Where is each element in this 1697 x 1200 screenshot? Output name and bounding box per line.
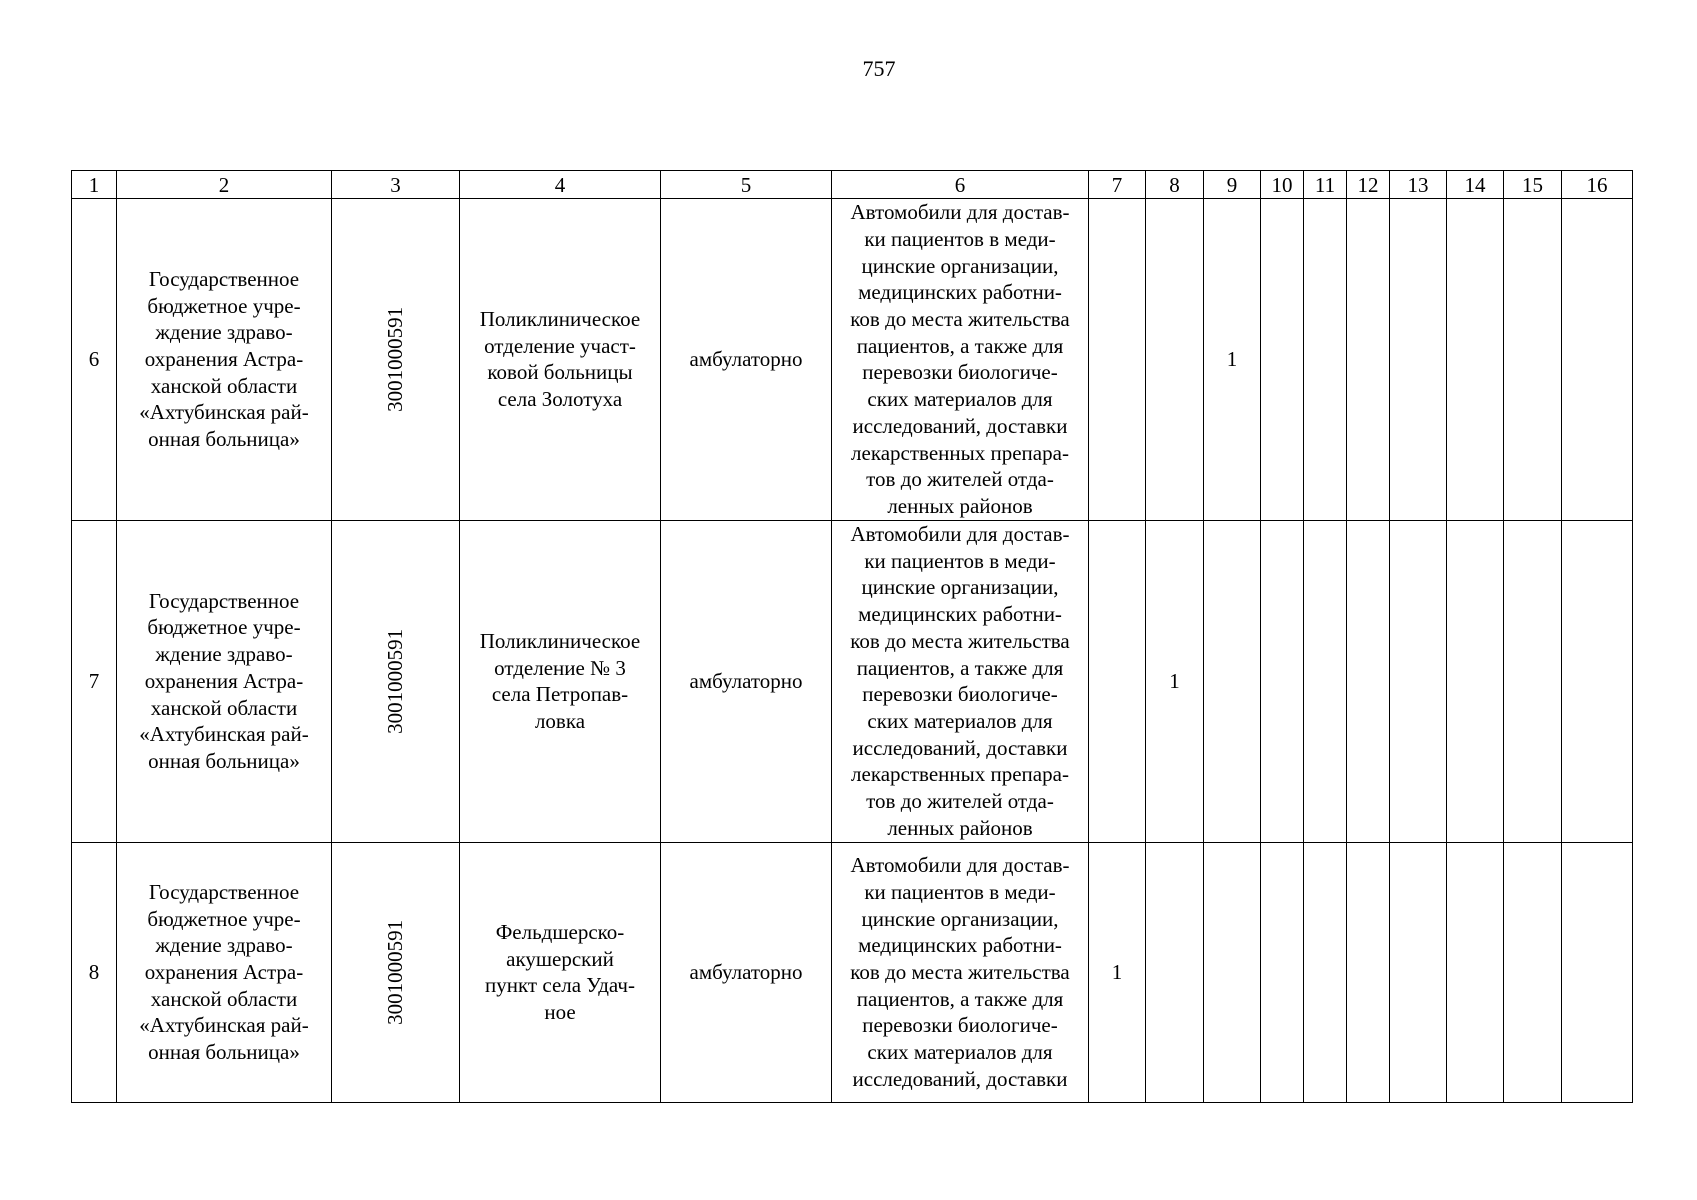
- table-row: [72, 520, 1633, 842]
- col-header: 1: [72, 171, 117, 199]
- vehicle-purpose: Автомобили для достав- ки пациентов в меди- цинские организации, медицинских работни- ков до места жительства пациентов, а также для перевозки биологиче- ских материалов для исследований, доставки лекарственных препара- тов до жителей отда- ленных районов: [832, 199, 1089, 521]
- empty-cell: [1304, 842, 1347, 1102]
- code-cell: [332, 520, 460, 842]
- empty-cell: [1261, 842, 1304, 1102]
- col-header: 5: [661, 171, 832, 199]
- table-row: [72, 199, 1633, 521]
- col-header: 8: [1146, 171, 1204, 199]
- col-header: 15: [1504, 171, 1562, 199]
- care-condition: амбулаторно: [661, 199, 832, 521]
- col-header: 10: [1261, 171, 1304, 199]
- header-row: [72, 171, 1633, 199]
- empty-cell: [1347, 199, 1390, 521]
- value-cell: [1204, 842, 1261, 1102]
- vehicle-purpose: Автомобили для достав- ки пациентов в меди- цинские организации, медицинских работни- ков до места жительства пациентов, а также для перевозки биологиче- ских материалов для исследований, доставки лекарственных препара- тов до жителей отда- ленных районов: [832, 520, 1089, 842]
- page-number: 757: [862, 56, 896, 81]
- empty-cell: [1504, 842, 1562, 1102]
- empty-cell: [1304, 199, 1347, 521]
- code-cell: [332, 199, 460, 521]
- organization-name: Государственное бюджетное учре- ждение здраво- охранения Астра- ханской области «Ахтубинская рай- онная больница»: [117, 199, 332, 521]
- col-header: 9: [1204, 171, 1261, 199]
- col-header: 16: [1562, 171, 1633, 199]
- empty-cell: [1390, 842, 1447, 1102]
- empty-cell: [1347, 842, 1390, 1102]
- unit-name: Поликлиническое отделение № 3 села Петропав- ловка: [460, 520, 661, 842]
- care-condition: амбулаторно: [661, 520, 832, 842]
- value-cell: 1: [1204, 199, 1261, 521]
- row-number: 7: [72, 520, 117, 842]
- value-cell: 1: [1146, 520, 1204, 842]
- col-header: 3: [332, 171, 460, 199]
- empty-cell: [1347, 520, 1390, 842]
- empty-cell: [1261, 199, 1304, 521]
- value-cell: 1: [1089, 842, 1146, 1102]
- row-number: 8: [72, 842, 117, 1102]
- empty-cell: [1261, 520, 1304, 842]
- row-number: 6: [72, 199, 117, 521]
- value-cell: [1089, 520, 1146, 842]
- organization-name: Государственное бюджетное учре- ждение здраво- охранения Астра- ханской области «Ахтубинская рай- онная больница»: [117, 520, 332, 842]
- empty-cell: [1504, 520, 1562, 842]
- empty-cell: [1504, 199, 1562, 521]
- organization-name: Государственное бюджетное учре- ждение здраво- охранения Астра- ханской области «Ахтубинская рай- онная больница»: [117, 842, 332, 1102]
- value-cell: [1146, 199, 1204, 521]
- care-condition: амбулаторно: [661, 842, 832, 1102]
- empty-cell: [1447, 199, 1504, 521]
- col-header: 14: [1447, 171, 1504, 199]
- code-cell: [332, 842, 460, 1102]
- table-row: [72, 842, 1633, 1102]
- vehicle-purpose: Автомобили для достав- ки пациентов в меди- цинские организации, медицинских работни- ков до места жительства пациентов, а также для перевозки биологиче- ских материалов для исследований, доставки: [832, 842, 1089, 1102]
- organization-code: 3001000591: [383, 628, 408, 734]
- value-cell: [1204, 520, 1261, 842]
- col-header: 13: [1390, 171, 1447, 199]
- col-header: 11: [1304, 171, 1347, 199]
- value-cell: [1089, 199, 1146, 521]
- empty-cell: [1304, 520, 1347, 842]
- empty-cell: [1562, 842, 1633, 1102]
- organization-code: 3001000591: [383, 306, 408, 412]
- transport-table: [71, 170, 1633, 1103]
- empty-cell: [1390, 520, 1447, 842]
- organization-code: 3001000591: [383, 919, 408, 1025]
- col-header: 2: [117, 171, 332, 199]
- empty-cell: [1562, 520, 1633, 842]
- col-header: 7: [1089, 171, 1146, 199]
- unit-name: Поликлиническое отделение участ- ковой больницы села Золотуха: [460, 199, 661, 521]
- value-cell: [1146, 842, 1204, 1102]
- empty-cell: [1447, 842, 1504, 1102]
- empty-cell: [1562, 199, 1633, 521]
- unit-name: Фельдшерско- акушерский пункт села Удач- ное: [460, 842, 661, 1102]
- col-header: 4: [460, 171, 661, 199]
- col-header: 6: [832, 171, 1089, 199]
- col-header: 12: [1347, 171, 1390, 199]
- empty-cell: [1390, 199, 1447, 521]
- empty-cell: [1447, 520, 1504, 842]
